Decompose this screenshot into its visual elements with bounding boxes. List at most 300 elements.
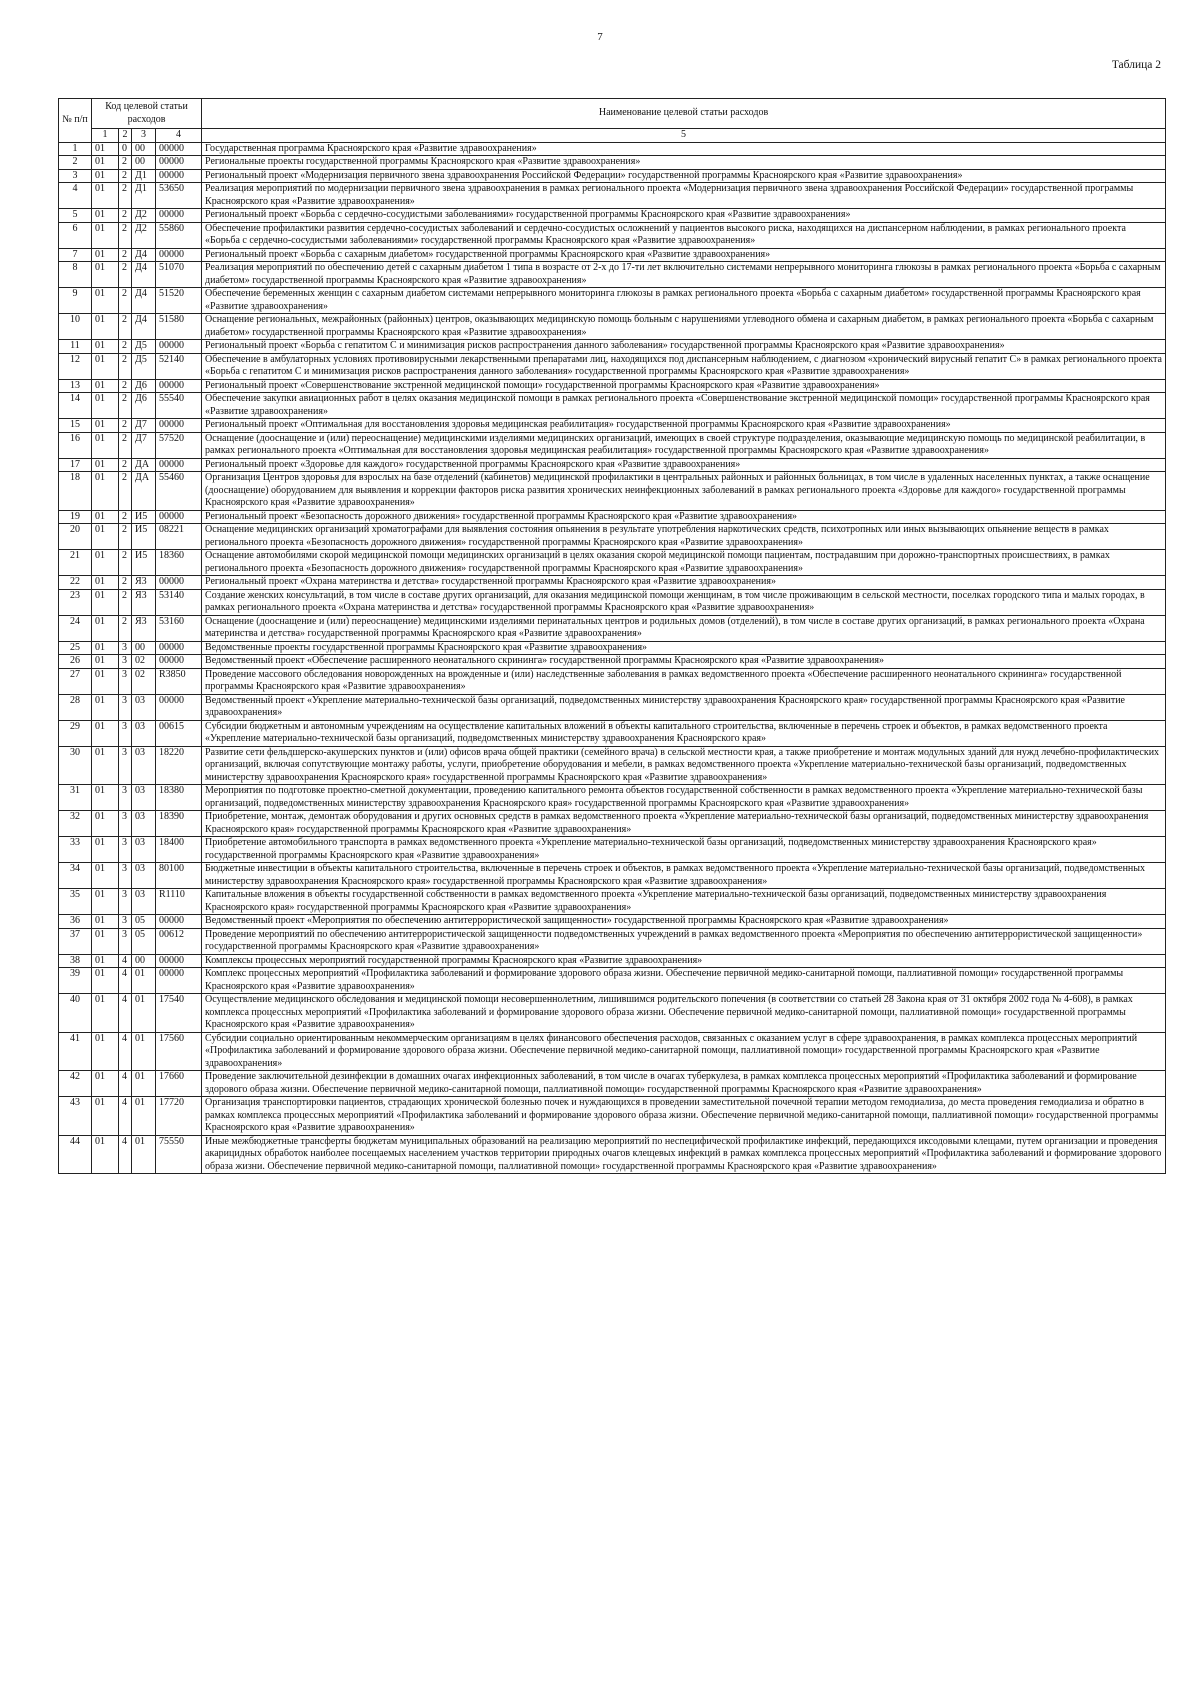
code-subprogram: 2 [119,419,132,433]
code-direction: 00000 [156,458,202,472]
table-row [59,248,1166,262]
code-direction: 51580 [156,314,202,340]
row-number: 35 [59,889,92,915]
code-program: 01 [92,615,119,641]
code-project: 01 [132,1032,156,1071]
code-program: 01 [92,353,119,379]
table-row [59,1135,1166,1174]
row-number: 22 [59,576,92,590]
code-subprogram: 4 [119,1135,132,1174]
row-number: 25 [59,641,92,655]
code-project: 02 [132,655,156,669]
code-subprogram: 2 [119,550,132,576]
row-number: 40 [59,994,92,1033]
code-direction: 08221 [156,524,202,550]
code-subprogram: 2 [119,379,132,393]
article-name: Реализация мероприятий по модернизации первичного звена здравоохранения в рамках регионального проекта «Модернизация первичного звена здравоохранения Российской Федерации» государственной программы Красноярского края «Развитие здравоохранения» [202,183,1166,209]
article-name: Региональные проекты государственной программы Красноярского края «Развитие здравоохранения» [202,156,1166,170]
table-row [59,746,1166,785]
table-row [59,1097,1166,1136]
code-program: 01 [92,811,119,837]
code-program: 01 [92,458,119,472]
code-project: 03 [132,889,156,915]
code-direction: 17540 [156,994,202,1033]
row-number: 28 [59,694,92,720]
code-direction: 18380 [156,785,202,811]
article-name: Осуществление медицинского обследования и медицинской помощи несовершеннолетним, лишившимся родительского попечения (в соответствии со статьей 28 Закона края от 31 октября 2002 года № 4-608), в рамках комплекса процессных мероприятий «Профилактика заболеваний и формирование здорового образа жизни. Обеспечение первичной медико-санитарной помощи, паллиативной помощи» государственной программы Красноярского края «Развитие здравоохранения» [202,994,1166,1033]
code-direction: 55460 [156,472,202,511]
code-project: 03 [132,785,156,811]
code-direction: 00000 [156,142,202,156]
table-row [59,458,1166,472]
code-project: ДА [132,458,156,472]
code-subprogram: 2 [119,222,132,248]
code-subprogram: 2 [119,524,132,550]
column-number: 5 [202,129,1166,143]
code-project: Я3 [132,615,156,641]
code-project: 00 [132,641,156,655]
code-subprogram: 2 [119,262,132,288]
row-number: 42 [59,1071,92,1097]
article-name: Оснащение (дооснащение и (или) переоснащение) медицинскими изделиями медицинских организаций, имеющих в своей структуре подразделения, оказывающие медицинскую помощь по медицинской реабилитации, в рамках регионального проекта «Оптимальная для восстановления здоровья медицинская реабилитация» государственной программы Красноярского края «Развитие здравоохранения» [202,432,1166,458]
code-direction: 00000 [156,209,202,223]
table-row [59,811,1166,837]
table-row [59,142,1166,156]
code-project: Д4 [132,248,156,262]
code-program: 01 [92,209,119,223]
code-project: Д4 [132,288,156,314]
row-number: 36 [59,915,92,929]
code-program: 01 [92,288,119,314]
code-project: 01 [132,1071,156,1097]
article-name: Региональный проект «Борьба с сердечно-сосудистыми заболеваниями» государственной программы Красноярского края «Развитие здравоохранения» [202,209,1166,223]
code-subprogram: 3 [119,746,132,785]
article-name: Субсидии социально ориентированным некоммерческим организациям в целях финансового обеспечения расходов, связанных с оказанием услуг в сфере здравоохранения, в рамках комплекса процессных мероприятий «Профилактика заболеваний и формирование здорового образа жизни. Обеспечение первичной медико-санитарной помощи, паллиативной помощи» государственной программы Красноярского края «Развитие здравоохранения» [202,1032,1166,1071]
row-number: 1 [59,142,92,156]
column-number-row [59,129,1166,143]
code-direction: 00000 [156,248,202,262]
code-project: 01 [132,968,156,994]
table-row [59,353,1166,379]
table-row [59,863,1166,889]
code-direction: 17720 [156,1097,202,1136]
code-project: Д7 [132,419,156,433]
code-direction: 53650 [156,183,202,209]
table-row [59,314,1166,340]
row-number: 26 [59,655,92,669]
code-program: 01 [92,954,119,968]
article-name: Региональный проект «Модернизация первичного звена здравоохранения Российской Федерации» государственной программы Красноярского края «Развитие здравоохранения» [202,169,1166,183]
table-row [59,655,1166,669]
code-program: 01 [92,668,119,694]
table-row [59,183,1166,209]
table-row [59,576,1166,590]
row-number: 31 [59,785,92,811]
code-subprogram: 4 [119,994,132,1033]
code-project: Я3 [132,589,156,615]
article-name: Региональный проект «Охрана материнства и детства» государственной программы Красноярского края «Развитие здравоохранения» [202,576,1166,590]
code-project: ДА [132,472,156,511]
code-program: 01 [92,720,119,746]
table-row [59,550,1166,576]
code-subprogram: 2 [119,615,132,641]
article-name: Комплексы процессных мероприятий государственной программы Красноярского края «Развитие здравоохранения» [202,954,1166,968]
code-direction: 00000 [156,954,202,968]
row-number: 11 [59,340,92,354]
article-name: Обеспечение в амбулаторных условиях противовирусными лекарственными препаратами лиц, находящихся под диспансерным наблюдением, с диагнозом «хронический вирусный гепатит С» в рамках регионального проекта «Борьба с гепатитом С и минимизация рисков распространения данного заболевания» государственной программы Красноярского края «Развитие здравоохранения» [202,353,1166,379]
code-project: И5 [132,524,156,550]
article-name: Оснащение автомобилями скорой медицинской помощи медицинских организаций в целях оказания скорой медицинской помощи пациентам, пострадавшим при дорожно-транспортных происшествиях, в рамках регионального проекта «Безопасность дорожного движения» государственной программы Красноярского края «Развитие здравоохранения» [202,550,1166,576]
code-program: 01 [92,1071,119,1097]
code-program: 01 [92,262,119,288]
code-project: Д6 [132,393,156,419]
table-row [59,472,1166,511]
code-project: Д1 [132,183,156,209]
table-row [59,785,1166,811]
code-program: 01 [92,156,119,170]
table-row [59,1032,1166,1071]
table-label: Таблица 2 [1111,59,1161,71]
code-subprogram: 2 [119,183,132,209]
code-program: 01 [92,968,119,994]
row-number: 43 [59,1097,92,1136]
code-direction: 00000 [156,915,202,929]
code-direction: 00000 [156,694,202,720]
code-program: 01 [92,589,119,615]
article-name: Проведение массового обследования новорожденных на врожденные и (или) наследственные заболевания в рамках ведомственного проекта «Обеспечение расширенного неонатального скрининга» государственной программы Красноярского края «Развитие здравоохранения» [202,668,1166,694]
table-row [59,379,1166,393]
code-subprogram: 2 [119,156,132,170]
code-subprogram: 3 [119,811,132,837]
code-subprogram: 3 [119,668,132,694]
row-number: 33 [59,837,92,863]
article-name: Проведение мероприятий по обеспечению антитеррористической защищенности подведомственных учреждений в рамках ведомственного проекта «Мероприятия по обеспечению антитеррористической защищенности» государственной программы Красноярского края «Развитие здравоохранения» [202,928,1166,954]
header-code-group: Код целевой статьи расходов [92,99,202,129]
table-row [59,720,1166,746]
column-number: 2 [119,129,132,143]
code-direction: 18400 [156,837,202,863]
code-program: 01 [92,222,119,248]
code-direction: R3850 [156,668,202,694]
code-direction: 57520 [156,432,202,458]
row-number: 41 [59,1032,92,1071]
code-project: 01 [132,1135,156,1174]
code-subprogram: 2 [119,472,132,511]
table-row [59,340,1166,354]
row-number: 34 [59,863,92,889]
code-project: 05 [132,915,156,929]
code-program: 01 [92,576,119,590]
code-direction: 55540 [156,393,202,419]
code-project: Д7 [132,432,156,458]
code-direction: 00000 [156,156,202,170]
code-project: Д4 [132,314,156,340]
article-name: Реализация мероприятий по обеспечению детей с сахарным диабетом 1 типа в возрасте от 2-х до 17-ти лет включительно системами непрерывного мониторинга глюкозы в рамках регионального проекта «Борьба с сахарным диабетом» государственной программы Красноярского края «Развитие здравоохранения» [202,262,1166,288]
code-program: 01 [92,785,119,811]
code-subprogram: 2 [119,589,132,615]
code-direction: 00000 [156,655,202,669]
table-row [59,288,1166,314]
article-name: Капитальные вложения в объекты государственной собственности в рамках ведомственного проекта «Укрепление материально-технической базы организаций, подведомственных министерству здравоохранения Красноярского края» государственной программы Красноярского края «Развитие здравоохранения» [202,889,1166,915]
code-project: Д4 [132,262,156,288]
article-name: Оснащение медицинских организаций хроматографами для выявления состояния опьянения в результате употребления наркотических средств, психотропных или иных вызывающих опьянение веществ в рамках регионального проекта «Безопасность дорожного движения» государственной программы Красноярского края «Развитие здравоохранения» [202,524,1166,550]
code-subprogram: 0 [119,142,132,156]
code-project: Я3 [132,576,156,590]
article-name: Бюджетные инвестиции в объекты капитального строительства, включенные в перечень строек и объектов, в рамках ведомственного проекта «Укрепление материально-технической базы организаций, подведомственных министерству здравоохранения Красноярского края» государственной программы Красноярского края «Развитие здравоохранения» [202,863,1166,889]
row-number: 37 [59,928,92,954]
row-number: 12 [59,353,92,379]
code-program: 01 [92,550,119,576]
code-program: 01 [92,863,119,889]
article-name: Ведомственные проекты государственной программы Красноярского края «Развитие здравоохранения» [202,641,1166,655]
row-number: 38 [59,954,92,968]
row-number: 44 [59,1135,92,1174]
code-program: 01 [92,655,119,669]
table-row [59,156,1166,170]
row-number: 13 [59,379,92,393]
table-row [59,510,1166,524]
code-project: Д6 [132,379,156,393]
code-direction: 00000 [156,340,202,354]
table-row [59,641,1166,655]
row-number: 16 [59,432,92,458]
row-number: 20 [59,524,92,550]
table-header [59,99,1166,143]
row-number: 30 [59,746,92,785]
code-project: Д2 [132,222,156,248]
code-project: 03 [132,720,156,746]
article-name: Организация транспортировки пациентов, страдающих хронической болезнью почек и нуждающихся в проведении заместительной почечной терапии методом гемодиализа, до места проведения гемодиализа и обратно в рамках комплекса процессных мероприятий «Профилактика заболеваний и формирование здорового образа жизни. Обеспечение первичной медико-санитарной помощи, паллиативной помощи» государственной программы Красноярского края «Развитие здравоохранения» [202,1097,1166,1136]
code-program: 01 [92,340,119,354]
article-name: Обеспечение закупки авиационных работ в целях оказания медицинской помощи в рамках регионального проекта «Совершенствование экстренной медицинской помощи» государственной программы Красноярского края «Развитие здравоохранения» [202,393,1166,419]
row-number: 39 [59,968,92,994]
column-number: 4 [156,129,202,143]
article-name: Региональный проект «Совершенствование экстренной медицинской помощи» государственной программы Красноярского края «Развитие здравоохранения» [202,379,1166,393]
code-direction: 17560 [156,1032,202,1071]
code-subprogram: 4 [119,1097,132,1136]
code-program: 01 [92,1097,119,1136]
table-row [59,928,1166,954]
code-direction: 18390 [156,811,202,837]
code-direction: 80100 [156,863,202,889]
code-direction: R1110 [156,889,202,915]
code-project: 01 [132,994,156,1033]
header-name: Наименование целевой статьи расходов [202,99,1166,129]
column-number: 3 [132,129,156,143]
code-program: 01 [92,915,119,929]
article-name: Субсидии бюджетным и автономным учреждениям на осуществление капитальных вложений в объекты капитального строительства, включенные в перечень строек и объектов, в рамках ведомственного проекта «Укрепление материально-технической базы организаций, подведомственных министерству здравоохранения Красноярского края» [202,720,1166,746]
table-row [59,915,1166,929]
row-number: 7 [59,248,92,262]
table-row [59,262,1166,288]
code-direction: 00000 [156,510,202,524]
code-program: 01 [92,641,119,655]
code-program: 01 [92,314,119,340]
row-number: 19 [59,510,92,524]
code-direction: 51070 [156,262,202,288]
code-subprogram: 4 [119,954,132,968]
code-project: Д5 [132,353,156,379]
table-row [59,1071,1166,1097]
article-name: Региональный проект «Здоровье для каждого» государственной программы Красноярского края «Развитие здравоохранения» [202,458,1166,472]
article-name: Ведомственный проект «Укрепление материально-технической базы организаций, подведомственных министерству здравоохранения Красноярского края» государственной программы Красноярского края «Развитие здравоохранения» [202,694,1166,720]
article-name: Оснащение региональных, межрайонных (районных) центров, оказывающих медицинскую помощь больным с нарушениями углеводного обмена и сахарным диабетом, в рамках регионального проекта «Борьба с сахарным диабетом» государственной программы Красноярского края «Развитие здравоохранения» [202,314,1166,340]
row-number: 14 [59,393,92,419]
code-program: 01 [92,393,119,419]
code-project: 00 [132,142,156,156]
code-program: 01 [92,524,119,550]
table-body [59,142,1166,1174]
table-row [59,889,1166,915]
code-subprogram: 2 [119,576,132,590]
code-program: 01 [92,928,119,954]
code-subprogram: 3 [119,863,132,889]
row-number: 17 [59,458,92,472]
article-name: Региональный проект «Борьба с сахарным диабетом» государственной программы Красноярского края «Развитие здравоохранения» [202,248,1166,262]
table-row [59,589,1166,615]
code-program: 01 [92,379,119,393]
row-number: 10 [59,314,92,340]
table-row [59,209,1166,223]
code-program: 01 [92,432,119,458]
article-name: Государственная программа Красноярского края «Развитие здравоохранения» [202,142,1166,156]
code-direction: 18360 [156,550,202,576]
table-row [59,615,1166,641]
code-program: 01 [92,472,119,511]
article-name: Обеспечение беременных женщин с сахарным диабетом системами непрерывного мониторинга глюкозы в рамках регионального проекта «Борьба с сахарным диабетом» государственной программы Красноярского края «Развитие здравоохранения» [202,288,1166,314]
code-program: 01 [92,694,119,720]
code-subprogram: 3 [119,928,132,954]
header-num: № п/п [59,99,92,143]
article-name: Организация Центров здоровья для взрослых на базе отделений (кабинетов) медицинской профилактики в центральных районных и районных больницах, в том числе в удаленных населенных пунктах, а также оснащение (дооснащение) оборудованием для выявления и коррекции факторов риска развития хронических неинфекционных заболеваний в рамках регионального проекта «Здоровье для каждого» государственной программы Красноярского края «Развитие здравоохранения» [202,472,1166,511]
code-subprogram: 2 [119,353,132,379]
code-direction: 00612 [156,928,202,954]
table-row [59,222,1166,248]
code-subprogram: 2 [119,432,132,458]
code-project: Д1 [132,169,156,183]
article-name: Оснащение (дооснащение и (или) переоснащение) медицинскими изделиями перинатальных центров и родильных домов (отделений), в том числе в составе других организаций, в рамках регионального проекта «Охрана материнства и детства» государственной программы Красноярского края «Развитие здравоохранения» [202,615,1166,641]
code-direction: 00000 [156,169,202,183]
code-direction: 51520 [156,288,202,314]
article-name: Региональный проект «Оптимальная для восстановления здоровья медицинская реабилитация» государственной программы Красноярского края «Развитие здравоохранения» [202,419,1166,433]
table-row [59,419,1166,433]
row-number: 23 [59,589,92,615]
table-row [59,432,1166,458]
article-name: Проведение заключительной дезинфекции в домашних очагах инфекционных заболеваний, в том числе в очагах туберкулеза, в рамках комплекса процессных мероприятий «Профилактика заболеваний и формирование здорового образа жизни. Обеспечение первичной медико-санитарной помощи, паллиативной помощи» государственной программы Красноярского края «Развитие здравоохранения» [202,1071,1166,1097]
code-direction: 52140 [156,353,202,379]
code-program: 01 [92,746,119,785]
row-number: 4 [59,183,92,209]
code-direction: 17660 [156,1071,202,1097]
code-direction: 00615 [156,720,202,746]
code-project: 03 [132,811,156,837]
code-program: 01 [92,837,119,863]
article-name: Развитие сети фельдшерско-акушерских пунктов и (или) офисов врача общей практики (семейного врача) в сельской местности края, а также приобретение и монтаж модульных зданий для нужд лечебно-профилактических организаций, включая сопутствующие монтажу работы, услуги, приобретение оборудования и мебели, в рамках ведомственного проекта «Укрепление материально-технической базы организаций, подведомственных министерству здравоохранения Красноярского края» государственной программы Красноярского края «Развитие здравоохранения» [202,746,1166,785]
code-subprogram: 2 [119,314,132,340]
row-number: 15 [59,419,92,433]
code-direction: 00000 [156,379,202,393]
code-direction: 18220 [156,746,202,785]
code-subprogram: 2 [119,393,132,419]
row-number: 24 [59,615,92,641]
code-program: 01 [92,183,119,209]
article-name: Ведомственный проект «Обеспечение расширенного неонатального скрининга» государственной программы Красноярского края «Развитие здравоохранения» [202,655,1166,669]
code-subprogram: 2 [119,458,132,472]
page-number: 7 [597,31,603,43]
code-program: 01 [92,994,119,1033]
row-number: 3 [59,169,92,183]
code-direction: 53140 [156,589,202,615]
table-row [59,837,1166,863]
table-row [59,169,1166,183]
article-name: Мероприятия по подготовке проектно-сметной документации, проведению капитального ремонта объектов государственной собственности в рамках ведомственного проекта «Укрепление материально-технической базы организаций, подведомственных министерству здравоохранения Красноярского края» государственной программы Красноярского края «Развитие здравоохранения» [202,785,1166,811]
row-number: 29 [59,720,92,746]
code-subprogram: 3 [119,915,132,929]
code-program: 01 [92,248,119,262]
code-project: 00 [132,156,156,170]
table-row [59,954,1166,968]
code-subprogram: 2 [119,209,132,223]
code-project: 00 [132,954,156,968]
article-name: Обеспечение профилактики развития сердечно-сосудистых заболеваний и сердечно-сосудистых осложнений у пациентов высокого риска, находящихся на диспансерном наблюдении, в рамках регионального проекта «Борьба с сердечно-сосудистыми заболеваниями» государственной программы Красноярского края «Развитие здравоохранения» [202,222,1166,248]
article-name: Комплекс процессных мероприятий «Профилактика заболеваний и формирование здорового образа жизни. Обеспечение первичной медико-санитарной помощи, паллиативной помощи» государственной программы Красноярского края «Развитие здравоохранения» [202,968,1166,994]
article-name: Создание женских консультаций, в том числе в составе других организаций, для оказания медицинской помощи женщинам, в том числе проживающим в сельской местности, поселках городского типа и малых городах, в рамках регионального проекта «Охрана материнства и детства» государственной программы Красноярского края «Развитие здравоохранения» [202,589,1166,615]
code-project: 03 [132,694,156,720]
row-number: 32 [59,811,92,837]
code-direction: 53160 [156,615,202,641]
code-project: Д2 [132,209,156,223]
row-number: 9 [59,288,92,314]
code-program: 01 [92,1135,119,1174]
code-direction: 55860 [156,222,202,248]
code-project: 03 [132,863,156,889]
code-program: 01 [92,510,119,524]
article-name: Региональный проект «Борьба с гепатитом С и минимизация рисков распространения данного заболевания» государственной программы Красноярского края «Развитие здравоохранения» [202,340,1166,354]
code-subprogram: 4 [119,1071,132,1097]
code-project: 05 [132,928,156,954]
code-subprogram: 2 [119,248,132,262]
table-row [59,994,1166,1033]
code-direction: 75550 [156,1135,202,1174]
code-subprogram: 3 [119,889,132,915]
article-name: Приобретение, монтаж, демонтаж оборудования и других основных средств в рамках ведомственного проекта «Укрепление материально-технической базы организаций, подведомственных министерству здравоохранения Красноярского края» государственной программы Красноярского края «Развитие здравоохранения» [202,811,1166,837]
code-project: 03 [132,837,156,863]
code-program: 01 [92,169,119,183]
code-project: Д5 [132,340,156,354]
code-project: 03 [132,746,156,785]
code-subprogram: 3 [119,837,132,863]
row-number: 5 [59,209,92,223]
article-name: Иные межбюджетные трансферты бюджетам муниципальных образований на реализацию мероприятий по неспецифической профилактике инфекций, передающихся иксодовыми клещами, путем организации и проведения акарицидных обработок наиболее посещаемых населением участков территории природных очагов клещевых инфекций в рамках комплекса процессных мероприятий «Профилактика заболеваний и формирование здорового образа жизни. Обеспечение первичной медико-санитарной помощи, паллиативной помощи» государственной программы Красноярского края «Развитие здравоохранения» [202,1135,1166,1174]
row-number: 6 [59,222,92,248]
code-program: 01 [92,1032,119,1071]
code-project: 02 [132,668,156,694]
table-row [59,524,1166,550]
code-subprogram: 4 [119,968,132,994]
code-subprogram: 3 [119,641,132,655]
code-subprogram: 2 [119,510,132,524]
code-program: 01 [92,142,119,156]
code-subprogram: 2 [119,169,132,183]
row-number: 2 [59,156,92,170]
row-number: 21 [59,550,92,576]
table-row [59,968,1166,994]
column-number: 1 [92,129,119,143]
code-project: И5 [132,510,156,524]
code-project: И5 [132,550,156,576]
code-project: 01 [132,1097,156,1136]
article-name: Ведомственный проект «Мероприятия по обеспечению антитеррористической защищенности» государственной программы Красноярского края «Развитие здравоохранения» [202,915,1166,929]
